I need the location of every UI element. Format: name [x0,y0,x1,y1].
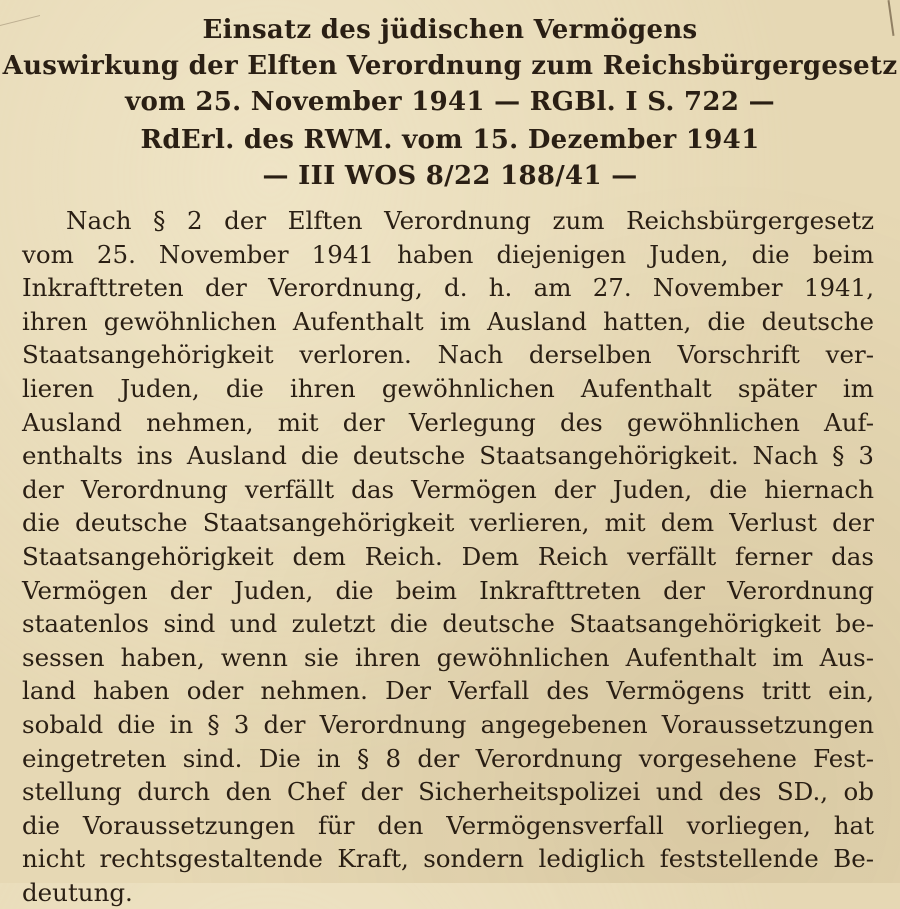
body-line: Staatsangehörigkeit dem Reich. Dem Reich verfällt ferner das [22,541,874,571]
body-line: lieren Juden, die ihren gewöhnlichen Aufenthalt später im [22,373,874,403]
title-line-3: vom 25. November 1941 — RGBl. I S. 722 — [125,87,775,117]
title-block [0,12,900,120]
decree-line-1: RdErl. des RWM. vom 15. Dezember 1941 [140,125,760,155]
title-line-1: Einsatz des jüdischen Vermögens [202,15,698,45]
body-line: Nach § 2 der Elften Verordnung zum Reichsbürgergesetz [66,206,874,235]
body-line: eingetreten sind. Die in § 8 der Verordnung vorgesehene Fest- [22,743,874,773]
body-line: land haben oder nehmen. Der Verfall des Vermögens tritt ein, [22,676,874,706]
body-line: nicht rechtsgestaltende Kraft, sondern lediglich feststellende Be- [22,844,874,874]
body-line: Vermögen der Juden, die beim Inkrafttreten der Verordnung [22,575,874,605]
body-line: sessen haben, wenn sie ihren gewöhnlichen Aufenthalt im Aus- [22,642,874,672]
body-line: sobald die in § 3 der Verordnung angegebenen Voraussetzungen [22,709,874,739]
title-line-2: Auswirkung der Elften Verordnung zum Reichsbürgergesetz [2,51,898,81]
body-paragraph [22,204,874,909]
body-line: vom 25. November 1941 haben diejenigen Juden, die beim [22,239,874,269]
body-line: staatenlos sind und zuletzt die deutsche Staatsangehörigkeit be- [22,609,874,639]
body-line: die deutsche Staatsangehörigkeit verlieren, mit dem Verlust der [22,508,874,538]
body-line: ihren gewöhnlichen Aufenthalt im Ausland hatten, die deutsche [22,306,874,336]
body-line: stellung durch den Chef der Sicherheitspolizei und des SD., ob [22,777,874,807]
body-line: der Verordnung verfällt das Vermögen der Juden, die hiernach [22,474,874,504]
decree-reference-block [0,122,900,194]
body-line: enthalts ins Ausland die deutsche Staatsangehörigkeit. Nach § 3 [22,441,874,471]
body-line: die Voraussetzungen für den Vermögensverfall vorliegen, hat [22,810,874,840]
body-line: Staatsangehörigkeit verloren. Nach derselben Vorschrift ver- [22,340,874,370]
decree-line-2: — III WOS 8/22 188/41 — [262,161,638,191]
body-line: deutung. [22,877,133,907]
body-line: Ausland nehmen, mit der Verlegung des gewöhnlichen Auf- [22,407,874,437]
body-line: Inkrafttreten der Verordnung, d. h. am 27. November 1941, [22,273,874,303]
